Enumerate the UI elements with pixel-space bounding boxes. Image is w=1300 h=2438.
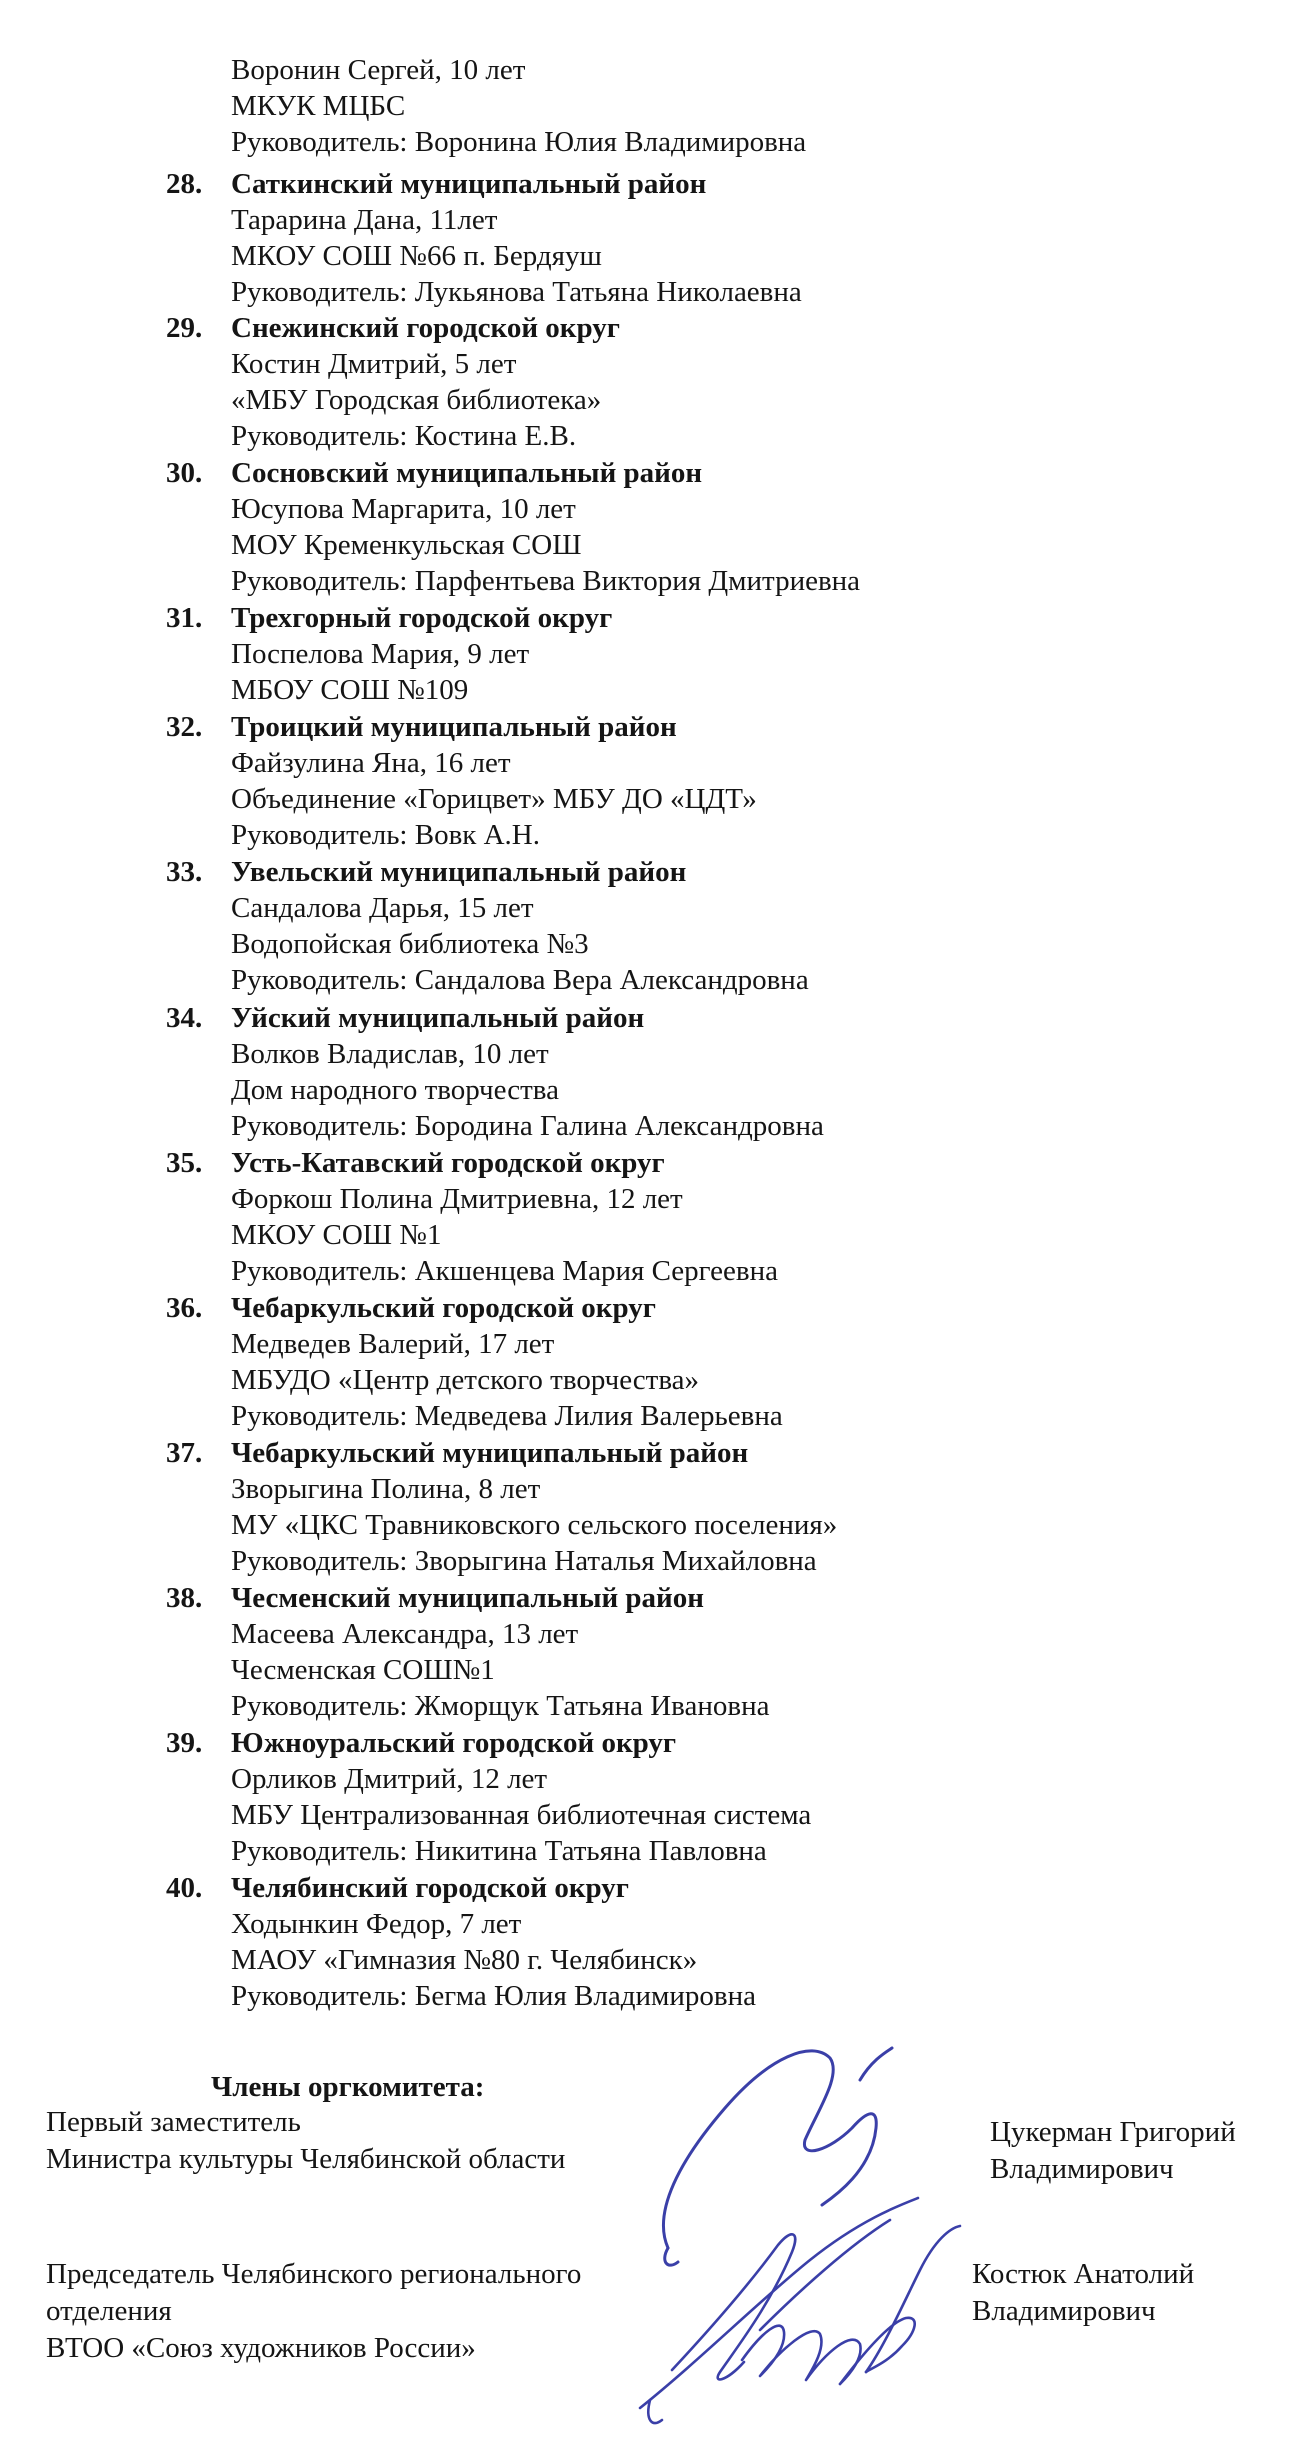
entry-title: Уйский муниципальный район: [231, 1002, 645, 1034]
entry-number: 30.: [166, 457, 203, 489]
entry-line: Поспелова Мария, 9 лет: [231, 638, 530, 670]
member2-name: Владимирович: [972, 2295, 1156, 2327]
entry-line: Руководитель: Бородина Галина Александровна: [231, 1110, 824, 1142]
entry-line: Объединение «Горицвет» МБУ ДО «ЦДТ»: [231, 783, 757, 815]
entry-line: Файзулина Яна, 16 лет: [231, 747, 511, 779]
entry-title: Усть-Катавский городской округ: [231, 1147, 665, 1179]
entry-line: Орликов Дмитрий, 12 лет: [231, 1763, 548, 1795]
entry-line: Руководитель: Зворыгина Наталья Михайловна: [231, 1545, 817, 1577]
entry-line: МКОУ СОШ №66 п. Бердяуш: [231, 240, 602, 272]
committee-title: Члены оргкомитета:: [211, 2071, 485, 2103]
entry-line: Волков Владислав, 10 лет: [231, 1038, 549, 1070]
entry-line: Руководитель: Костина Е.В.: [231, 420, 577, 452]
entry-line: Водопойская библиотека №3: [231, 928, 589, 960]
entry-line: Руководитель: Парфентьева Виктория Дмитриевна: [231, 565, 861, 597]
entry-title: Сосновский муниципальный район: [231, 457, 703, 489]
entry-line: Медведев Валерий, 17 лет: [231, 1328, 555, 1360]
entry-number: 28.: [166, 168, 203, 200]
entry-title: Троицкий муниципальный район: [231, 711, 677, 743]
entry-line: МБОУ СОШ №109: [231, 674, 469, 706]
entry-title: Чебаркульский муниципальный район: [231, 1437, 749, 1469]
signature-1: [663, 2048, 892, 2265]
entry-line: МУ «ЦКС Травниковского сельского поселения»: [231, 1509, 838, 1541]
entry-number: 31.: [166, 602, 203, 634]
entry-title: Саткинский муниципальный район: [231, 168, 707, 200]
intro-line: Руководитель: Воронина Юлия Владимировна: [231, 126, 807, 158]
member2-position: ВТОО «Союз художников России»: [46, 2332, 476, 2364]
member2-position: отделения: [46, 2295, 172, 2327]
entry-line: Зворыгина Полина, 8 лет: [231, 1473, 541, 1505]
entry-title: Трехгорный городской округ: [231, 602, 613, 634]
entry-line: Ходынкин Федор, 7 лет: [231, 1908, 522, 1940]
entry-line: Руководитель: Акшенцева Мария Сергеевна: [231, 1255, 778, 1287]
entry-line: Сандалова Дарья, 15 лет: [231, 892, 534, 924]
entry-line: МОУ Кременкульская СОШ: [231, 529, 582, 561]
entry-number: 32.: [166, 711, 203, 743]
intro-line: Воронин Сергей, 10 лет: [231, 54, 526, 86]
entry-title: Чебаркульский городской округ: [231, 1292, 656, 1324]
intro-line: МКУК МЦБС: [231, 90, 406, 122]
entry-number: 29.: [166, 312, 203, 344]
member1-name: Цукерман Григорий: [990, 2116, 1236, 2148]
entry-line: Руководитель: Бегма Юлия Владимировна: [231, 1980, 756, 2012]
entry-line: Руководитель: Медведева Лилия Валерьевна: [231, 1400, 783, 1432]
entry-title: Снежинский городской округ: [231, 312, 620, 344]
entry-line: Чесменская СОШ№1: [231, 1654, 495, 1686]
entry-number: 33.: [166, 856, 203, 888]
entry-line: Руководитель: Лукьянова Татьяна Николаевна: [231, 276, 802, 308]
entry-line: МБУ Централизованная библиотечная система: [231, 1799, 812, 1831]
member2-position: Председатель Челябинского регионального: [46, 2258, 582, 2290]
entry-line: Масеева Александра, 13 лет: [231, 1618, 579, 1650]
entry-number: 36.: [166, 1292, 203, 1324]
entry-title: Челябинский городской округ: [231, 1872, 629, 1904]
entry-title: Южноуральский городской округ: [231, 1727, 677, 1759]
entry-number: 38.: [166, 1582, 203, 1614]
entry-line: МКОУ СОШ №1: [231, 1219, 442, 1251]
entry-line: МАОУ «Гимназия №80 г. Челябинск»: [231, 1944, 698, 1976]
entry-number: 39.: [166, 1727, 203, 1759]
member1-position: Министра культуры Челябинской области: [46, 2143, 566, 2175]
entry-line: Руководитель: Вовк А.Н.: [231, 819, 540, 851]
entry-line: Костин Дмитрий, 5 лет: [231, 348, 517, 380]
entry-line: Тарарина Дана, 11лет: [231, 204, 498, 236]
entry-line: МБУДО «Центр детского творчества»: [231, 1364, 700, 1396]
entry-line: «МБУ Городская библиотека»: [231, 384, 602, 416]
entry-line: Юсупова Маргарита, 10 лет: [231, 493, 576, 525]
member1-name: Владимирович: [990, 2153, 1174, 2185]
member1-position: Первый заместитель: [46, 2106, 301, 2138]
entry-line: Форкош Полина Дмитриевна, 12 лет: [231, 1183, 683, 1215]
entry-number: 35.: [166, 1147, 203, 1179]
entry-number: 34.: [166, 1002, 203, 1034]
entry-title: Чесменский муниципальный район: [231, 1582, 704, 1614]
entry-title: Увельский муниципальный район: [231, 856, 687, 888]
entry-line: Руководитель: Сандалова Вера Александровна: [231, 964, 809, 996]
entry-number: 37.: [166, 1437, 203, 1469]
entry-number: 40.: [166, 1872, 203, 1904]
entry-line: Дом народного творчества: [231, 1074, 559, 1106]
entry-line: Руководитель: Никитина Татьяна Павловна: [231, 1835, 767, 1867]
member2-name: Костюк Анатолий: [972, 2258, 1195, 2290]
signature-2: [640, 2198, 960, 2423]
entry-line: Руководитель: Жморщук Татьяна Ивановна: [231, 1690, 770, 1722]
